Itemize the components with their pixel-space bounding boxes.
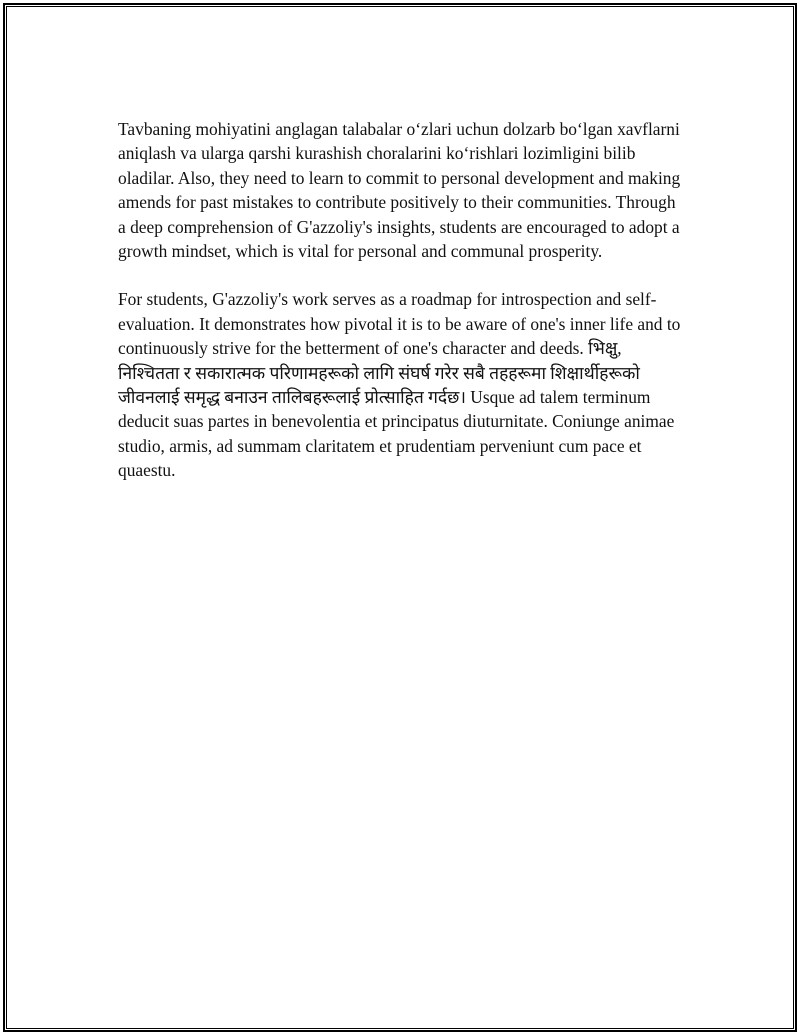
- document-body: [118, 117, 686, 507]
- paragraph-1: Tavbaning mohiyatini anglagan talabalar o‘zlari uchun dolzarb bo‘lgan xavflarni aniqlash va ularga qarshi kurashish choralarini ko‘rishlari lozimligini bilib oladilar. Also, they need to learn to commit to personal development and making amends for past mistakes to contribute positively to their communities. Through a deep comprehension of G'azzoliy's insights, students are encouraged to adopt a growth mindset, which is vital for personal and communal prosperity.: [118, 119, 681, 262]
- paragraph-2: For students, G'azzoliy's work serves as a roadmap for introspection and self-evaluation. It demonstrates how pivotal it is to be aware of one's inner life and to continuously strive for the betterment of one's character and deeds. भिक्षु, निश्चितता र सकारात्मक परिणामहरूको लागि संघर्ष गरेर सबै तहहरूमा शिक्षार्थीहरूको जीवनलाई समृद्ध बनाउन तालिबहरूलाई प्रोत्साहित गर्दछ। Usque ad talem terminum deducit suas partes in benevolentia et principatus diuturnitate. Coniunge animae studio, armis, ad summam claritatem et prudentiam perveniunt cum pace et quaestu.: [118, 289, 681, 481]
